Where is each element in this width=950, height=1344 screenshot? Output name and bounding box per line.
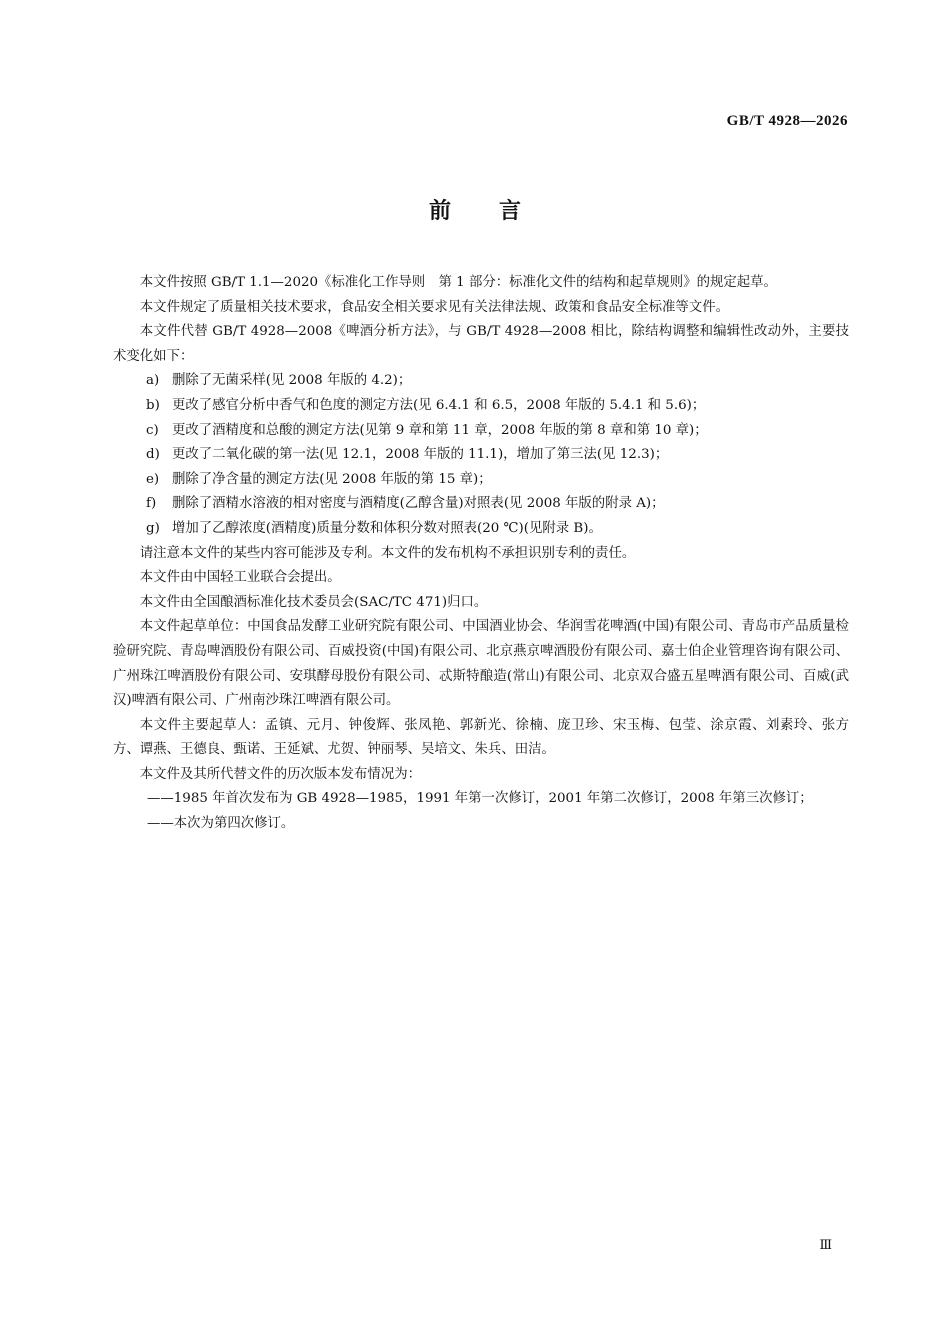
list-marker: d) [146,447,160,463]
list-item-text: 删除了净含量的测定方法(见 2008 年版的第 15 章)； [172,471,492,487]
paragraph-replacement: 本文件代替 GB/T 4928—2008《啤酒分析方法》，与 GB/T 4928—2008 相比，除结构调整和编辑性改动外，主要技术变化如下： [113,324,849,364]
list-item-text: 删除了酒精水溶液的相对密度与酒精度(乙醇含量)对照表(见 2008 年版的附录 A)； [172,496,665,512]
version-history-list [113,787,849,836]
list-item-text: 增加了乙醇浓度(酒精度)质量分数和体积分数对照表(20 ℃)(见附录 B)。 [172,520,602,536]
list-item [113,394,849,419]
paragraph-proposer: 本文件由中国轻工业联合会提出。 [139,570,341,586]
list-marker: e) [146,471,160,487]
list-marker: g) [146,520,160,536]
history-item: ——1985 年首次发布为 GB 4928—1985，1991 年第一次修订，2001 年第二次修订，2008 年第三次修订； [147,791,813,807]
paragraph-centralized-unit: 本文件由全国酿酒标准化技术委员会(SAC/TC 471)归口。 [139,594,488,610]
history-item: ——本次为第四次修订。 [147,816,295,832]
list-item [113,369,849,394]
foreword-body [113,271,849,837]
list-marker: f) [146,496,157,512]
paragraph-drafters: 本文件主要起草人：孟镇、元月、钟俊辉、张凤艳、郭新光、徐楠、庞卫珍、宋玉梅、包莹、涂京霞、刘素玲、张方方、谭燕、王德良、甄诺、王延斌、尤贺、钟丽琴、吴培文、朱兵、田洁。 [113,717,849,758]
list-marker: c) [146,422,159,438]
list-item-text: 更改了二氧化碳的第一法(见 12.1，2008 年版的 11.1)，增加了第三法(见 12.3)； [172,447,669,463]
list-marker: b) [146,397,160,413]
list-item-text: 更改了感官分析中香气和色度的测定方法(见 6.4.1 和 6.5，2008 年版的 5.4.1 和 5.6)； [172,397,706,413]
page-title: 前言 [428,199,569,224]
list-item-text: 删除了无菌采样(见 2008 年版的 4.2)； [172,373,412,389]
standard-number-header: GB/T 4928—2026 [726,113,848,129]
list-marker: a) [146,373,160,389]
page-number: Ⅲ [819,1237,832,1252]
list-item-text: 更改了酒精度和总酸的测定方法(见第 9 章和第 11 章，2008 年版的第 8 章和第 10 章)； [172,422,708,438]
list-item [113,443,849,468]
paragraph-patent-notice: 请注意本文件的某些内容可能涉及专利。本文件的发布机构不承担识别专利的责任。 [139,545,636,561]
paragraph-drafting-basis: 本文件按照 GB/T 1.1—2020《标准化工作导则 第 1 部分：标准化文件的结构和起草规则》的规定起草。 [139,275,777,290]
list-item [113,492,849,517]
paragraph-history-intro: 本文件及其所代替文件的历次版本发布情况为： [139,766,421,782]
list-item [113,419,849,444]
list-item [113,517,849,542]
list-item [113,468,849,493]
technical-changes-list [113,369,849,541]
paragraph-drafting-units: 本文件起草单位：中国食品发酵工业研究院有限公司、中国酒业协会、华润雪花啤酒(中国)有限公司、青岛市产品质量检验研究院、青岛啤酒股份有限公司、百威投资(中国)有限公司、北京燕京啤酒股份有限公司、嘉士伯企业管理咨询有限公司、广州珠江啤酒股份有限公司、安琪酵母股份有限公司、忒斯特酿造(常山)有限公司、北京双合盛五星啤酒有限公司、百威(武汉)啤酒有限公司、广州南沙珠江啤酒有限公司。 [113,619,849,709]
paragraph-scope: 本文件规定了质量相关技术要求，食品安全相关要求见有关法律法规、政策和食品安全标准等文件。 [139,299,729,315]
